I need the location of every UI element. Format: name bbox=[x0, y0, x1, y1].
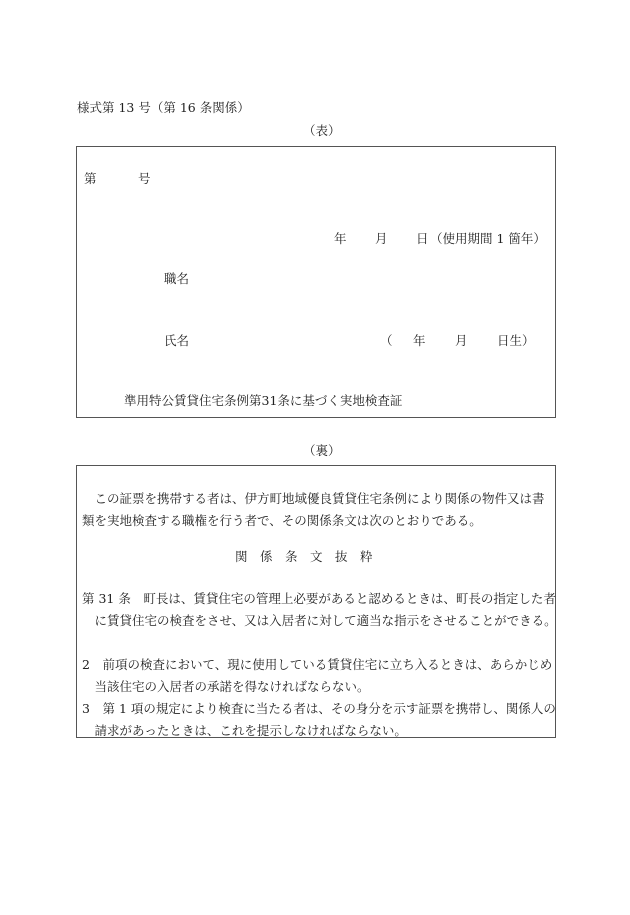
issue-year: 年 bbox=[334, 231, 347, 246]
issue-month: 月 bbox=[375, 231, 388, 246]
birth-day: 日生） bbox=[497, 333, 535, 348]
article-31-text: 町長は、賃貸住宅の管理上必要があると認めるときは、町長の指定した者に賃貸住宅の検査をさせ、又は入居者に対して適当な指示をさせることができる。 bbox=[94, 591, 557, 628]
paragraph-2-number: 2 bbox=[82, 657, 90, 672]
number-go: 号 bbox=[138, 171, 151, 186]
front-certificate-box bbox=[76, 146, 556, 418]
validity-period: （使用期間 1 箇年） bbox=[430, 231, 546, 246]
issue-day: 日 bbox=[416, 231, 429, 246]
back-heading: （裏） bbox=[303, 443, 341, 458]
article-31-number: 第 31 条 bbox=[82, 591, 131, 606]
position-label: 職名 bbox=[164, 271, 190, 286]
paragraph-2-text: 前項の検査において、現に使用している賃貸住宅に立ち入るときは、あらかじめ当該住宅の入居者の承諾を得なければならない。 bbox=[94, 657, 553, 694]
front-heading: （表） bbox=[303, 123, 341, 138]
back-intro: この証票を携帯する者は、伊方町地域優良賃貸住宅条例により関係の物件又は書類を実地検査する職権を行う者で、その関係条文は次のとおりである。 bbox=[82, 491, 545, 528]
article-31-paragraph-3 bbox=[82, 698, 563, 742]
article-31 bbox=[82, 588, 563, 632]
paragraph-3-text: 第 1 項の規定により検査に当たる者は、その身分を示す証票を携帯し、関係人の請求があったときは、これを提示しなければならない。 bbox=[94, 701, 556, 738]
certificate-title: 準用特公賃貸住宅条例第31条に基づく実地検査証 bbox=[124, 393, 403, 408]
birth-month: 月 bbox=[455, 333, 468, 348]
article-31-paragraph-2 bbox=[82, 654, 563, 698]
back-certificate-box bbox=[76, 465, 556, 738]
name-label: 氏名 bbox=[164, 333, 190, 348]
birth-year: 年 bbox=[413, 333, 426, 348]
form-number: 様式第 13 号（第 16 条関係） bbox=[77, 100, 250, 115]
birth-open-paren: （ bbox=[380, 333, 393, 348]
excerpt-title: 関 係 条 文 抜 粋 bbox=[235, 549, 373, 564]
number-dai: 第 bbox=[84, 171, 97, 186]
paragraph-3-number: 3 bbox=[82, 701, 90, 716]
